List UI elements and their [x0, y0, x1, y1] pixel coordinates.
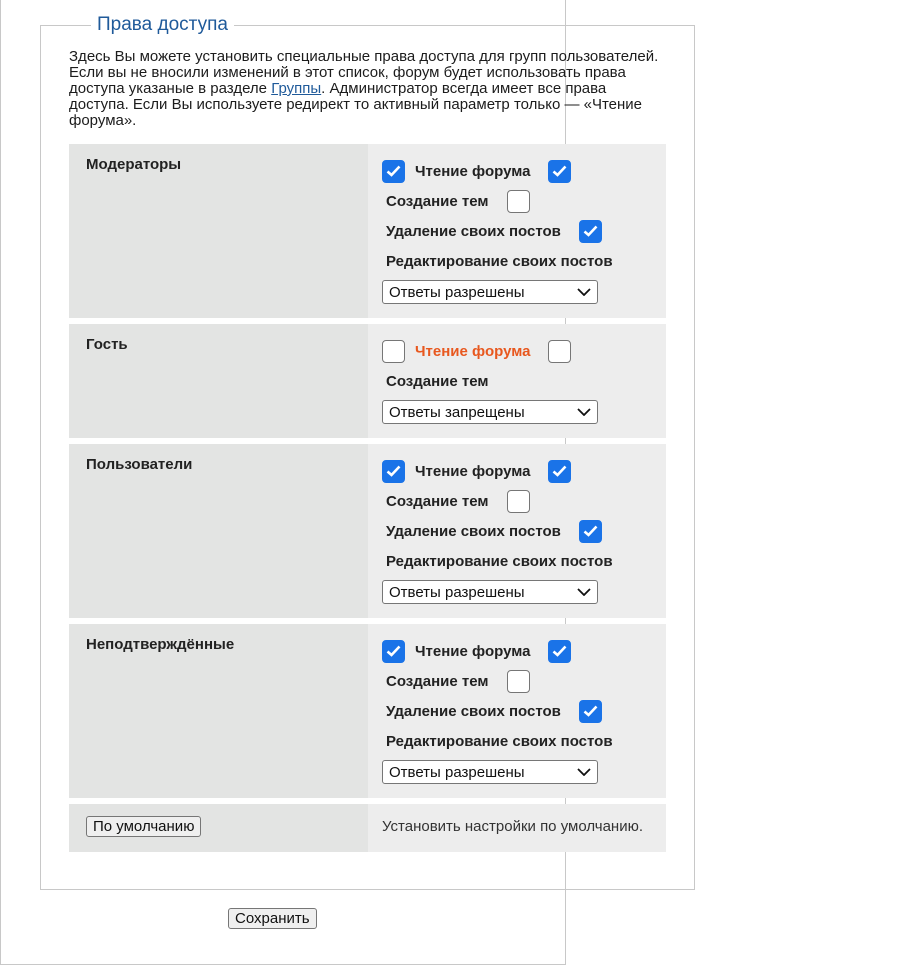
reply-select[interactable]: Ответы разрешены [382, 280, 598, 304]
delete-own-label: Удаление своих постов [386, 702, 561, 720]
group-row-users [69, 444, 666, 618]
save-wrap [228, 908, 317, 929]
create-topics-checkbox[interactable] [548, 160, 571, 183]
create-topics-checkbox-2[interactable] [507, 190, 530, 213]
group-permissions [368, 624, 666, 798]
group-name: Гость [69, 324, 368, 438]
create-topics-checkbox[interactable] [548, 340, 571, 363]
delete-own-checkbox[interactable] [579, 520, 602, 543]
read-forum-label: Чтение форума [415, 642, 531, 660]
group-permissions [368, 144, 666, 318]
chevron-down-icon [577, 588, 591, 596]
chevron-down-icon [577, 408, 591, 416]
edit-own-label: Редактирование своих постов [386, 252, 613, 270]
default-row [69, 804, 666, 852]
delete-own-checkbox[interactable] [579, 700, 602, 723]
default-button[interactable]: По умолчанию [86, 816, 201, 837]
create-topics-label: Создание тем [386, 372, 489, 390]
create-topics-checkbox[interactable] [548, 460, 571, 483]
group-permissions [368, 324, 666, 438]
group-row-guest [69, 324, 666, 438]
groups-link[interactable]: Группы [271, 80, 322, 97]
create-topics-label: Создание тем [386, 672, 489, 690]
read-forum-label: Чтение форума [415, 342, 531, 360]
create-topics-checkbox-2[interactable] [507, 670, 530, 693]
read-forum-label: Чтение форума [415, 162, 531, 180]
read-forum-checkbox[interactable] [382, 340, 405, 363]
create-topics-label: Создание тем [386, 492, 489, 510]
default-cell [69, 804, 368, 852]
reply-select[interactable]: Ответы разрешены [382, 580, 598, 604]
read-forum-label: Чтение форума [415, 462, 531, 480]
read-forum-checkbox[interactable] [382, 640, 405, 663]
edit-own-label: Редактирование своих постов [386, 552, 613, 570]
group-name: Пользователи [69, 444, 368, 618]
reply-select[interactable]: Ответы запрещены [382, 400, 598, 424]
read-forum-checkbox[interactable] [382, 160, 405, 183]
create-topics-checkbox-2[interactable] [507, 490, 530, 513]
default-description: Установить настройки по умолчанию. [368, 804, 666, 852]
group-name: Модераторы [69, 144, 368, 318]
create-topics-label: Создание тем [386, 192, 489, 210]
delete-own-label: Удаление своих постов [386, 222, 561, 240]
delete-own-checkbox[interactable] [579, 220, 602, 243]
reply-select[interactable]: Ответы разрешены [382, 760, 598, 784]
edit-own-label: Редактирование своих постов [386, 732, 613, 750]
permissions-legend: Права доступа [97, 14, 228, 35]
read-forum-checkbox[interactable] [382, 460, 405, 483]
create-topics-checkbox[interactable] [548, 640, 571, 663]
permissions-fieldset [40, 14, 695, 890]
group-name: Неподтверждённые [69, 624, 368, 798]
intro-text: Здесь Вы можете установить специальные права доступа для групп пользователей. Если вы не вносили изменений в этот список, форум будет использовать права доступа указаные в разделе Группы. Администратор всегда имеет все права доступа. Если Вы используете редирект то активный параметр только — «Чтение форума». [69, 48, 659, 129]
group-permissions [368, 444, 666, 618]
group-row-moderators [69, 144, 666, 318]
chevron-down-icon [577, 768, 591, 776]
delete-own-label: Удаление своих постов [386, 522, 561, 540]
save-button[interactable]: Сохранить [228, 908, 317, 929]
group-row-unconfirmed [69, 624, 666, 798]
chevron-down-icon [577, 288, 591, 296]
